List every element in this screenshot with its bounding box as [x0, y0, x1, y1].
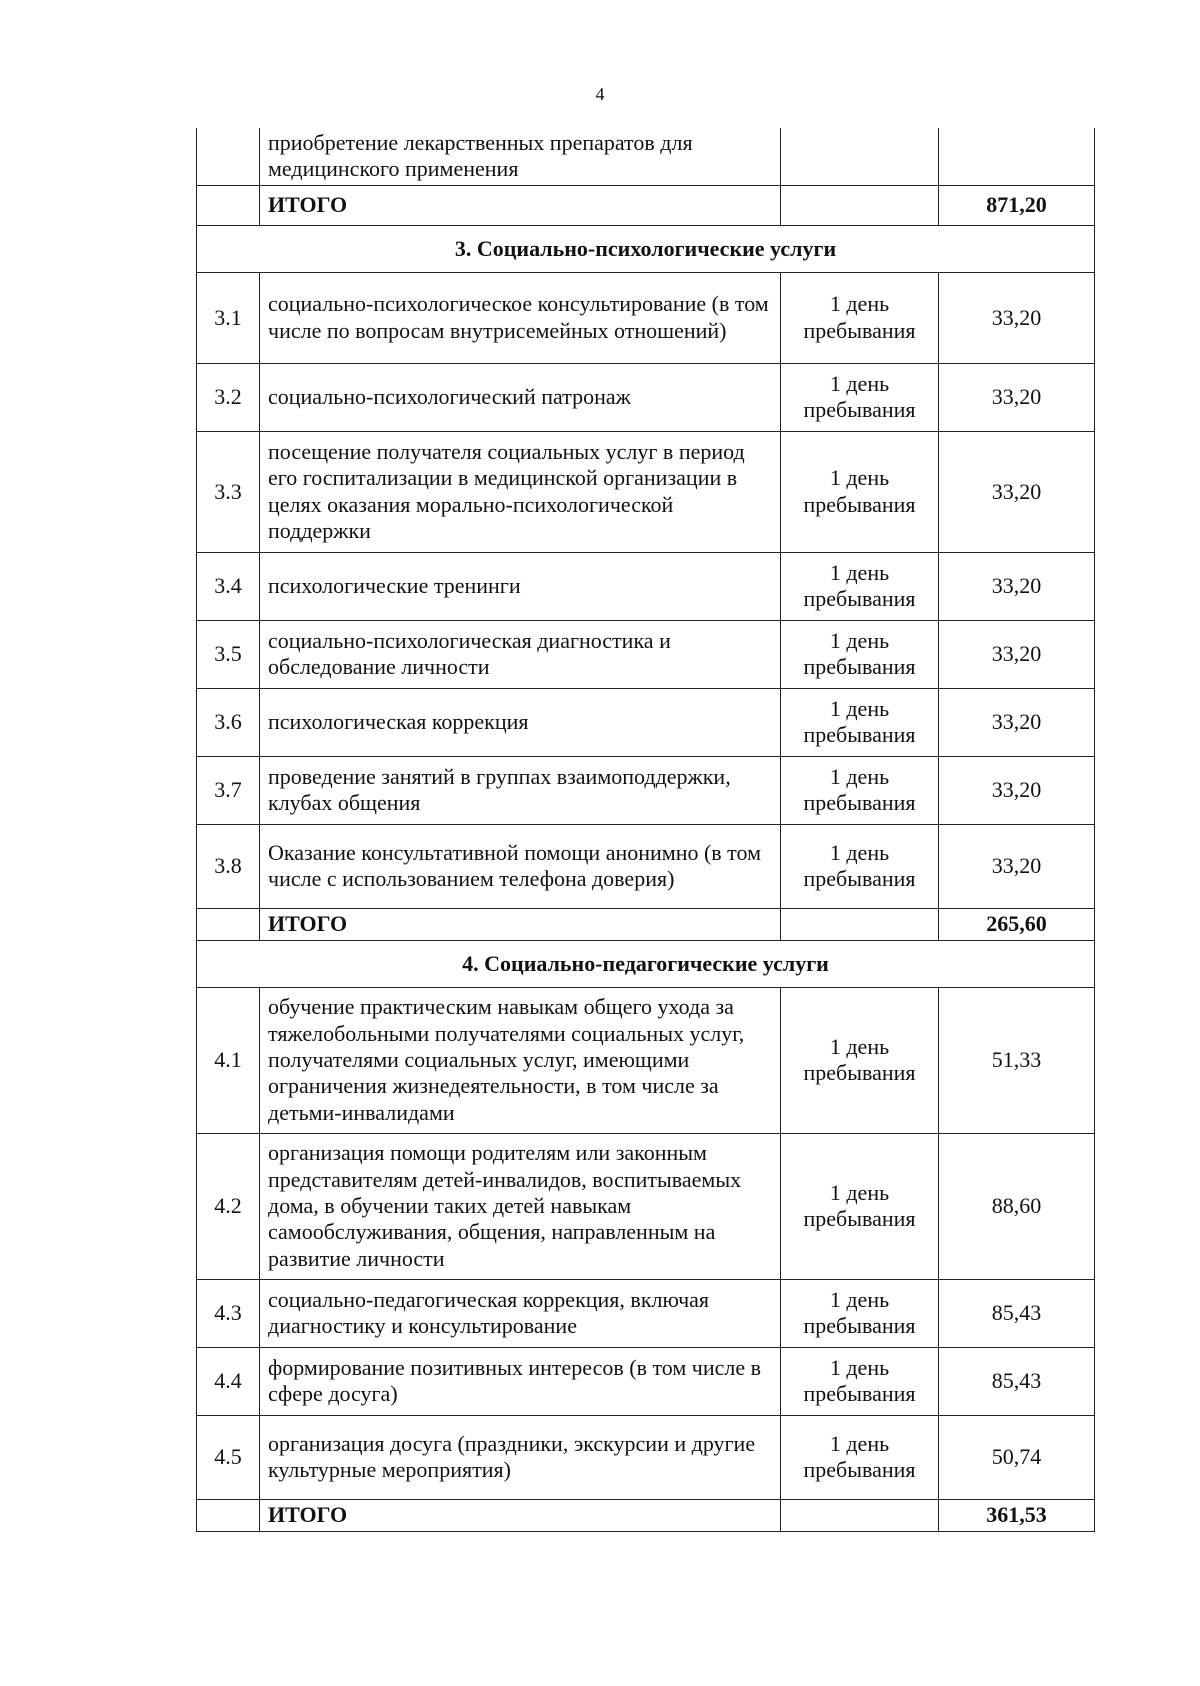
- unit-cell: [781, 128, 939, 185]
- unit: 1 день пребывания: [781, 1279, 939, 1347]
- table-row: [197, 552, 1095, 620]
- table-row: [197, 1279, 1095, 1347]
- unit: 1 день пребывания: [781, 620, 939, 688]
- service-name: организация досуга (праздники, экскурсии и другие культурные мероприятия): [260, 1415, 781, 1499]
- service-name: приобретение лекарственных препаратов для медицинского применения: [260, 128, 781, 185]
- price: 85,43: [939, 1279, 1095, 1347]
- service-name: психологическая коррекция: [260, 688, 781, 756]
- row-number: 3.5: [197, 620, 260, 688]
- section-title: 4. Социально-педагогические услуги: [197, 940, 1095, 987]
- row-number-cell: [197, 185, 260, 225]
- service-name: проведение занятий в группах взаимоподдержки, клубах общения: [260, 756, 781, 824]
- table-row: [197, 1133, 1095, 1279]
- price: 85,43: [939, 1347, 1095, 1415]
- service-name: организация помощи родителям или законным представителям детей-инвалидов, воспитываемых дома, в обучении таких детей навыкам самообслуживания, общения, направленным на развитие личности: [260, 1133, 781, 1279]
- price: 33,20: [939, 272, 1095, 363]
- unit: 1 день пребывания: [781, 363, 939, 431]
- price: 88,60: [939, 1133, 1095, 1279]
- unit: 1 день пребывания: [781, 1415, 939, 1499]
- row-number: 3.1: [197, 272, 260, 363]
- service-name: социально-педагогическая коррекция, включая диагностику и консультирование: [260, 1279, 781, 1347]
- row-number: 4.1: [197, 987, 260, 1133]
- section-header-row: [197, 940, 1095, 987]
- table-row: [197, 688, 1095, 756]
- total-value: 361,53: [939, 1499, 1095, 1531]
- service-name: социально-психологическое консультирование (в том числе по вопросам внутрисемейных отношений): [260, 272, 781, 363]
- row-number: 4.4: [197, 1347, 260, 1415]
- table-row: [197, 987, 1095, 1133]
- table-row: [197, 272, 1095, 363]
- unit: 1 день пребывания: [781, 1347, 939, 1415]
- unit-cell: [781, 185, 939, 225]
- price-cell: [939, 128, 1095, 185]
- row-number: 4.2: [197, 1133, 260, 1279]
- table-row: [197, 620, 1095, 688]
- unit: 1 день пребывания: [781, 688, 939, 756]
- total-value: 871,20: [939, 185, 1095, 225]
- price: 33,20: [939, 688, 1095, 756]
- total-label: ИТОГО: [260, 1499, 781, 1531]
- service-name: психологические тренинги: [260, 552, 781, 620]
- total-row: [197, 1499, 1095, 1531]
- total-row: [197, 908, 1095, 940]
- section-title: 3. Социально-психологические услуги: [197, 225, 1095, 272]
- row-number: 3.8: [197, 824, 260, 908]
- service-name: социально-психологическая диагностика и обследование личности: [260, 620, 781, 688]
- service-name: обучение практическим навыкам общего ухода за тяжелобольными получателями социальных услуг, получателями социальных услуг, имеющими ограничения жизнедеятельности, в том числе за детьми-инвалидами: [260, 987, 781, 1133]
- table-row: [197, 756, 1095, 824]
- row-number: 4.5: [197, 1415, 260, 1499]
- unit: 1 день пребывания: [781, 824, 939, 908]
- unit-cell: [781, 1499, 939, 1531]
- carryover-row: [197, 128, 1095, 185]
- row-number: 3.3: [197, 431, 260, 552]
- total-row: [197, 185, 1095, 225]
- table-row: [197, 363, 1095, 431]
- page-number: 4: [595, 84, 605, 104]
- price: 33,20: [939, 756, 1095, 824]
- service-name: социально-психологический патронаж: [260, 363, 781, 431]
- total-label: ИТОГО: [260, 908, 781, 940]
- row-number-cell: [197, 908, 260, 940]
- price: 51,33: [939, 987, 1095, 1133]
- unit: 1 день пребывания: [781, 987, 939, 1133]
- table-row: [197, 1347, 1095, 1415]
- service-name: посещение получателя социальных услуг в период его госпитализации в медицинской организации в целях оказания морально-психологической поддержки: [260, 431, 781, 552]
- table-row: [197, 1415, 1095, 1499]
- row-number: 3.7: [197, 756, 260, 824]
- row-number: 3.4: [197, 552, 260, 620]
- service-name: Оказание консультативной помощи анонимно (в том числе с использованием телефона доверия): [260, 824, 781, 908]
- unit: 1 день пребывания: [781, 272, 939, 363]
- price: 33,20: [939, 431, 1095, 552]
- service-name: формирование позитивных интересов (в том числе в сфере досуга): [260, 1347, 781, 1415]
- table-row: [197, 824, 1095, 908]
- unit-cell: [781, 908, 939, 940]
- row-number-cell: [197, 128, 260, 185]
- unit: 1 день пребывания: [781, 1133, 939, 1279]
- price: 33,20: [939, 824, 1095, 908]
- row-number: 3.2: [197, 363, 260, 431]
- table-row: [197, 431, 1095, 552]
- price: 33,20: [939, 552, 1095, 620]
- services-table: [196, 128, 1095, 1532]
- price: 33,20: [939, 363, 1095, 431]
- row-number-cell: [197, 1499, 260, 1531]
- row-number: 3.6: [197, 688, 260, 756]
- unit: 1 день пребывания: [781, 431, 939, 552]
- unit: 1 день пребывания: [781, 756, 939, 824]
- row-number: 4.3: [197, 1279, 260, 1347]
- price: 50,74: [939, 1415, 1095, 1499]
- total-label: ИТОГО: [260, 185, 781, 225]
- unit: 1 день пребывания: [781, 552, 939, 620]
- total-value: 265,60: [939, 908, 1095, 940]
- section-header-row: [197, 225, 1095, 272]
- price: 33,20: [939, 620, 1095, 688]
